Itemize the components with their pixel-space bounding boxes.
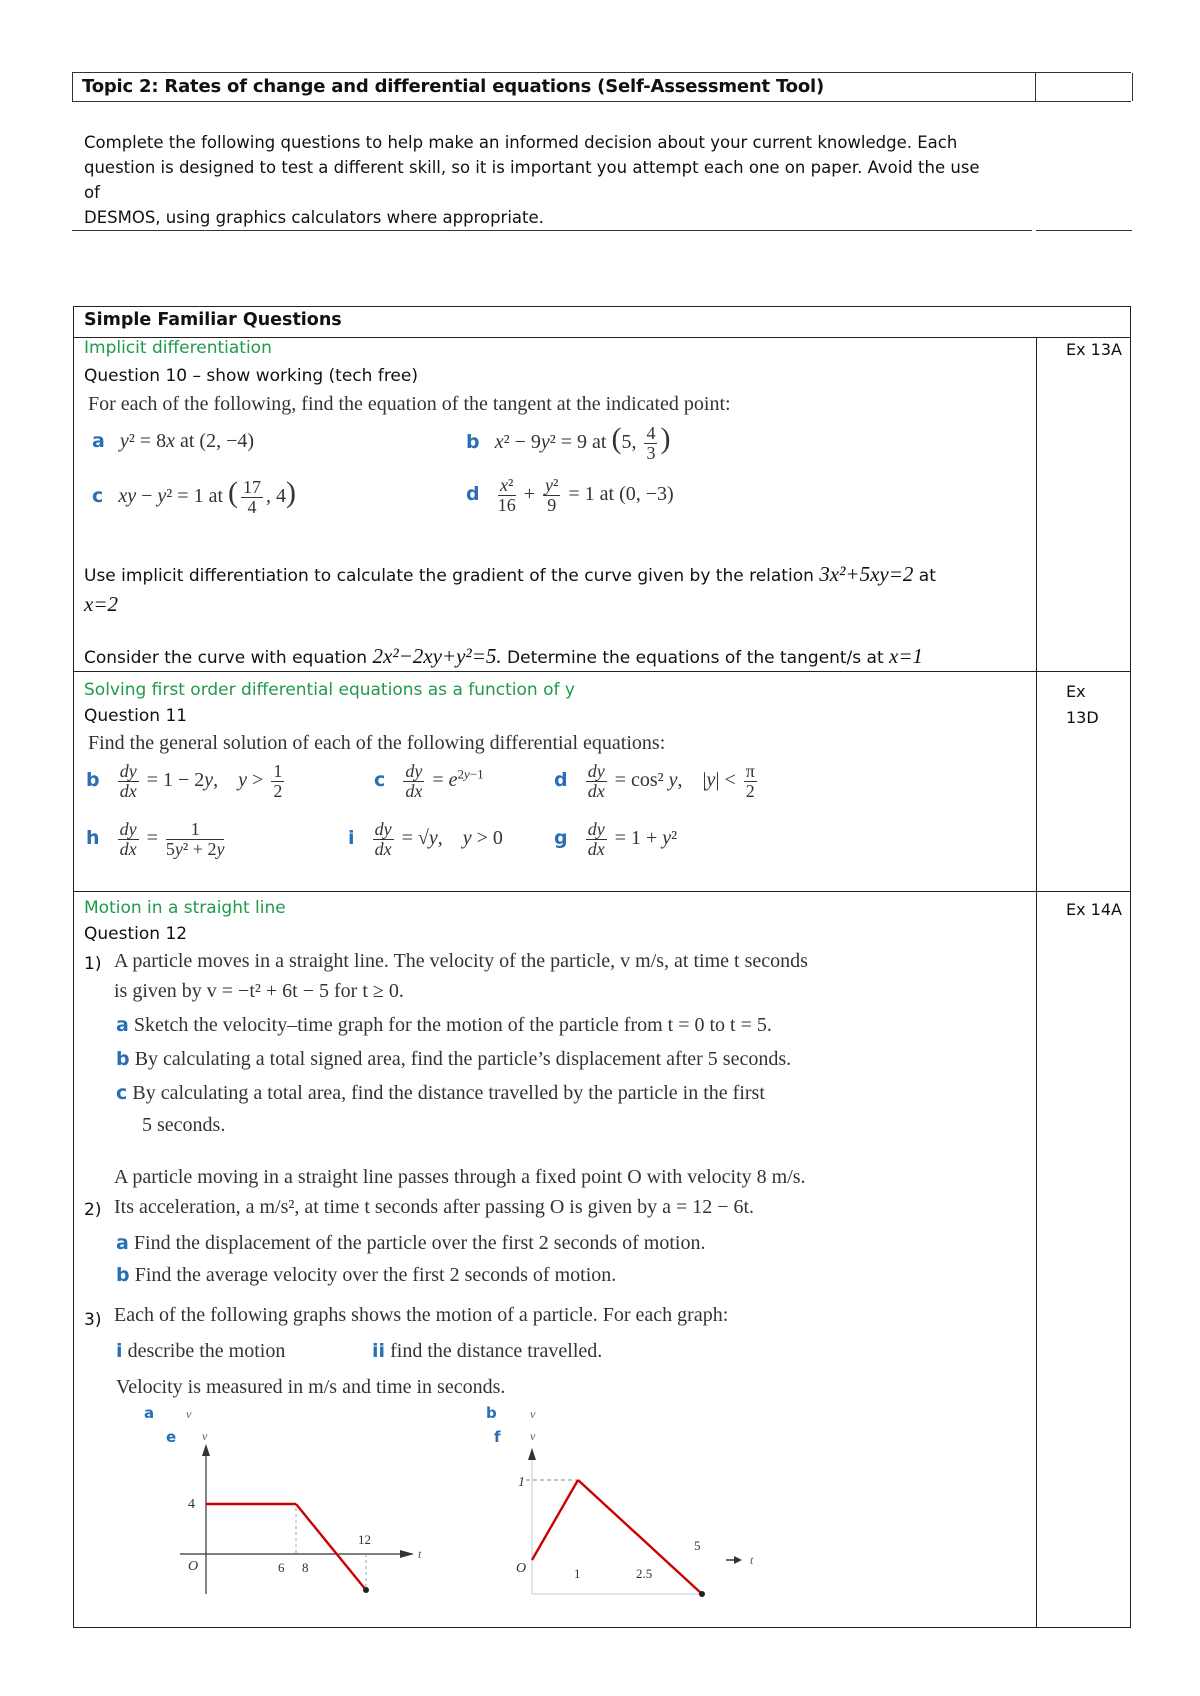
axis-label: v — [186, 1407, 192, 1421]
part-label: b — [466, 431, 480, 453]
de-part-i: i $\frac{dy}{dx}$ = √y, y > 0 — [348, 819, 503, 859]
graph-e — [130, 1404, 460, 1624]
q1-text: is given by v = −t² + 6t − 5 for t ≥ 0. — [114, 980, 404, 1002]
q3-units: Velocity is measured in m/s and time in seconds. — [116, 1376, 506, 1398]
axis-label: t — [750, 1553, 754, 1567]
table-heading: Simple Familiar Questions — [84, 310, 342, 330]
question-title: Question 10 – show working (tech free) — [84, 366, 418, 386]
question-title: Question 12 — [84, 924, 188, 944]
gradient-question: Use implicit differentiation to calculate the gradient of the curve given by the relation 3x²+5xy=2 at x=2 — [84, 562, 936, 616]
de-part-h: h $\frac{dy}{dx}$ = $\frac{1}{\text{5y² + 2y}}$ — [86, 819, 225, 859]
question-instruction: For each of the following, find the equation of the tangent at the indicated point: — [88, 393, 731, 415]
graph-label: b — [486, 1404, 497, 1422]
q1-part-c: c By calculating a total area, find the distance travelled by the particle in the first — [116, 1082, 765, 1104]
q2-part-b: b Find the average velocity over the first 2 seconds of motion. — [116, 1264, 617, 1286]
q3-text: Each of the following graphs shows the motion of a particle. For each graph: — [114, 1304, 729, 1326]
graph-label: f — [494, 1428, 501, 1446]
axis-label: v — [530, 1429, 536, 1443]
axis-label: v — [530, 1407, 536, 1421]
tick-label: 5 — [694, 1538, 701, 1553]
row-divider — [74, 891, 1130, 892]
origin-label: O — [516, 1561, 527, 1576]
part-label: a — [92, 430, 105, 452]
end-point — [699, 1591, 705, 1597]
part-d: d $\frac{\text{x²}}{16}$ + $\frac{\text{y²}}{9}$ = 1 at (0, −3) — [466, 475, 674, 515]
tick-label: 1 — [574, 1566, 581, 1581]
tick-label: 6 — [278, 1560, 285, 1575]
q1-text: A particle moves in a straight line. The velocity of the particle, v m/s, at time t seconds — [114, 950, 808, 972]
q2-intro: A particle moving in a straight line passes through a fixed point O with velocity 8 m/s. — [114, 1166, 806, 1188]
item-number: 1) — [84, 954, 102, 974]
velocity-line — [532, 1480, 578, 1560]
q1-part-a: a Sketch the velocity–time graph for the motion of the particle from t = 0 to t = 5. — [116, 1014, 772, 1036]
graph-label: e — [166, 1428, 177, 1446]
part-a: a y² = 8x at (2, −4) — [92, 430, 255, 452]
topic-differential-equations: Solving first order differential equations as a function of y — [84, 680, 575, 700]
row-divider — [74, 671, 1130, 672]
de-part-g: g $\frac{dy}{dx}$ = 1 + y² — [554, 819, 678, 859]
part-label: d — [466, 482, 480, 505]
q2-text: Its acceleration, a m/s², at time t seconds after passing O is given by a = 12 − 6t. — [114, 1196, 755, 1218]
exercise-reference: Ex 13A — [1066, 340, 1122, 359]
intro-line: Complete the following questions to help make an informed decision about your current knowledge. Each — [84, 133, 958, 152]
de-part-c: c $\frac{dy}{dx}$ = $e^{2y-1}$ — [374, 761, 484, 801]
axis-label: v — [202, 1429, 208, 1443]
v-axis-arrow — [202, 1444, 210, 1456]
question-instruction: Find the general solution of each of the following differential equations: — [88, 732, 666, 754]
title-box-side-cell — [1035, 73, 1133, 101]
tick-label: 8 — [302, 1560, 309, 1575]
graph-f — [470, 1404, 790, 1624]
column-divider — [1036, 337, 1037, 1627]
divider — [72, 230, 1032, 231]
graph-label: a — [144, 1404, 155, 1422]
intro-line: question is designed to test a different skill, so it is important you attempt each one on paper. Avoid the use of — [84, 158, 980, 202]
item-number: 3) — [84, 1310, 102, 1330]
intro-paragraph — [84, 130, 984, 230]
v-axis-arrow — [528, 1448, 536, 1460]
axis-label: t — [418, 1547, 422, 1561]
origin-label: O — [188, 1559, 199, 1574]
de-part-d: d $\frac{dy}{dx}$ = cos² y, |y| < $\frac{\pi}{2}$ — [554, 761, 755, 801]
q3-part-i: i describe the motion — [116, 1340, 286, 1362]
page-title: Topic 2: Rates of change and differential equations (Self-Assessment Tool) — [82, 76, 824, 97]
tick-label: 2.5 — [636, 1566, 653, 1581]
exercise-reference: 13D — [1066, 708, 1099, 727]
item-number: 2) — [84, 1200, 102, 1220]
de-part-b: b $\frac{dy}{dx}$ = 1 − 2y, y > $\frac{1}{2}$ — [86, 761, 283, 801]
part-label: c — [92, 485, 104, 507]
part-b: b x² − 9y² = 9 at (5, $\frac{4}{3}$ ) — [466, 422, 671, 463]
tick-label: 1 — [518, 1475, 525, 1490]
tangent-question: Consider the curve with equation 2x²−2xy+y²=5. Determine the equations of the tangent/s at x=1 — [84, 644, 924, 668]
t-axis-arrow — [400, 1550, 414, 1558]
part-c: c xy − y² = 1 at ( $\frac{17}{4}$ , 4) — [92, 476, 297, 517]
q3-part-ii: ii find the distance travelled. — [372, 1340, 603, 1362]
divider — [1036, 230, 1132, 231]
velocity-line — [296, 1504, 366, 1590]
q1-text: 5 seconds. — [142, 1114, 226, 1136]
exercise-reference: Ex — [1066, 682, 1086, 701]
topic-motion: Motion in a straight line — [84, 898, 286, 918]
exercise-reference: Ex 14A — [1066, 900, 1122, 919]
intro-line: DESMOS, using graphics calculators where appropriate. — [84, 208, 544, 227]
question-title: Question 11 — [84, 706, 188, 726]
topic-implicit-differentiation: Implicit differentiation — [84, 338, 272, 358]
q2-part-a: a Find the displacement of the particle over the first 2 seconds of motion. — [116, 1232, 706, 1254]
tick-label: 4 — [188, 1497, 195, 1512]
tick-label: 12 — [358, 1532, 371, 1547]
q1-part-b: b By calculating a total signed area, find the particle’s displacement after 5 seconds. — [116, 1048, 792, 1070]
